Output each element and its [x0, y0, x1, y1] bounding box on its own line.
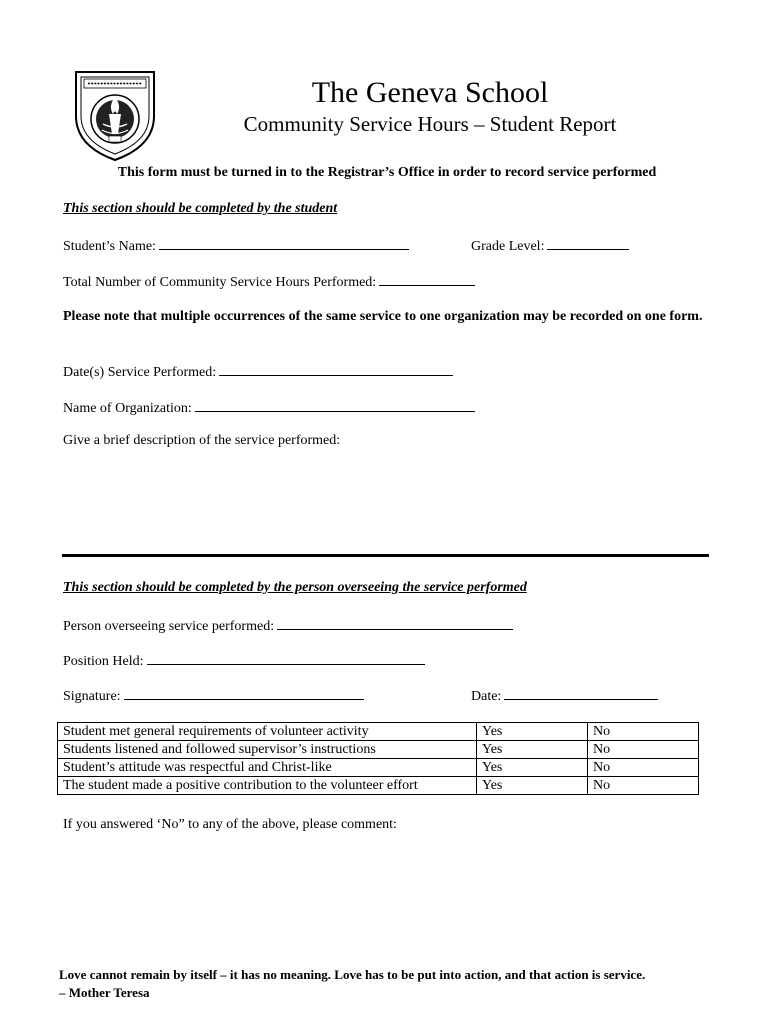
overseer-label: Person overseeing service performed:	[63, 619, 275, 634]
date-field[interactable]	[504, 686, 658, 700]
position-label: Position Held:	[63, 654, 144, 669]
table-row	[58, 723, 699, 741]
multiple-occurrences-note: Please note that multiple occurrences of the same service to one organization may be recorded on one form.	[63, 309, 703, 324]
table-row	[58, 741, 699, 759]
hours-label: Total Number of Community Service Hours Performed:	[63, 275, 377, 290]
position-row	[63, 651, 425, 670]
hours-field[interactable]	[379, 272, 475, 286]
statement-cell: The student made a positive contribution to the volunteer effort	[58, 777, 477, 795]
statement-cell: Student met general requirements of volunteer activity	[58, 723, 477, 741]
organization-field[interactable]	[195, 398, 475, 412]
form-title: Community Service Hours – Student Report	[243, 112, 617, 136]
organization-row	[63, 398, 475, 417]
overseer-row	[63, 616, 513, 635]
yes-option[interactable]: Yes	[477, 723, 588, 741]
school-name: The Geneva School	[311, 76, 549, 109]
student-name-field[interactable]	[159, 236, 409, 250]
no-option[interactable]: No	[588, 723, 699, 741]
position-field[interactable]	[147, 651, 425, 665]
signature-field[interactable]	[124, 686, 364, 700]
table-row	[58, 759, 699, 777]
student-name-row	[63, 236, 409, 255]
no-option[interactable]: No	[588, 777, 699, 795]
yes-option[interactable]: Yes	[477, 759, 588, 777]
dates-field[interactable]	[219, 362, 453, 376]
yes-option[interactable]: Yes	[477, 777, 588, 795]
student-section-heading: This section should be completed by the student	[63, 201, 338, 216]
comment-label: If you answered ‘No” to any of the above, please comment:	[63, 817, 397, 832]
signature-label: Signature:	[63, 689, 121, 704]
date-row	[471, 686, 658, 705]
overseer-field[interactable]	[277, 616, 513, 630]
overseer-section-heading: This section should be completed by the person overseeing the service performed	[63, 580, 527, 595]
dates-label: Date(s) Service Performed:	[63, 365, 217, 380]
description-area[interactable]	[63, 455, 703, 545]
table-row	[58, 777, 699, 795]
statement-cell: Student’s attitude was respectful and Christ-like	[58, 759, 477, 777]
evaluation-table	[57, 722, 699, 795]
submission-instruction: This form must be turned in to the Registrar’s Office in order to record service performed	[117, 165, 657, 180]
signature-row	[63, 686, 364, 705]
grade-level-field[interactable]	[547, 236, 629, 250]
comment-area[interactable]	[63, 840, 703, 950]
date-label: Date:	[471, 689, 502, 704]
no-option[interactable]: No	[588, 741, 699, 759]
quote-attribution: – Mother Teresa	[59, 985, 150, 1000]
no-option[interactable]: No	[588, 759, 699, 777]
hours-row	[63, 272, 475, 291]
description-label: Give a brief description of the service performed:	[63, 433, 341, 448]
footer-quote: Love cannot remain by itself – it has no meaning. Love has to be put into action, and that action is service.	[59, 967, 646, 982]
grade-level-row	[471, 236, 629, 255]
student-name-label: Student’s Name:	[63, 239, 156, 254]
section-divider	[62, 554, 709, 557]
dates-row	[63, 362, 453, 381]
grade-level-label: Grade Level:	[471, 239, 545, 254]
statement-cell: Students listened and followed supervisor’s instructions	[58, 741, 477, 759]
yes-option[interactable]: Yes	[477, 741, 588, 759]
school-crest-icon	[72, 64, 158, 162]
organization-label: Name of Organization:	[63, 401, 192, 416]
